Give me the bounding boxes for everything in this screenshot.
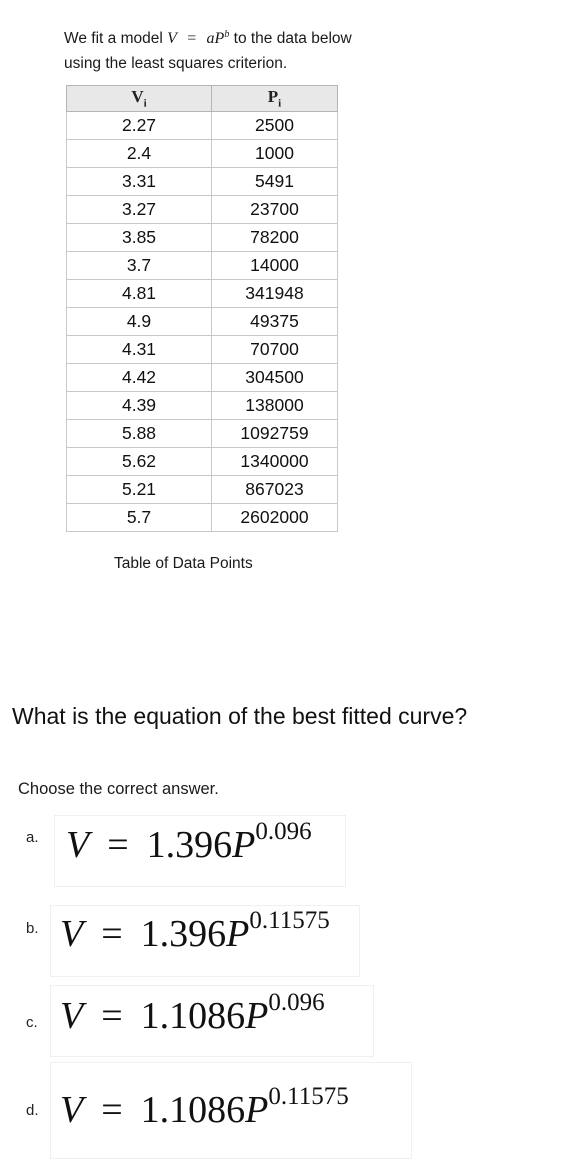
table-row [67, 308, 338, 336]
data-table-container [66, 85, 338, 532]
cell-p: 23700 [212, 196, 338, 224]
cell-v: 4.31 [67, 336, 212, 364]
cell-v: 3.85 [67, 224, 212, 252]
header-v: $V_i$ [67, 86, 212, 112]
table-row [67, 504, 338, 532]
cell-v: 5.7 [67, 504, 212, 532]
option-a-equation: $V = 1.396P^{0.096}$ [66, 818, 312, 866]
option-a-letter: a. [26, 829, 39, 846]
option-d-letter: d. [26, 1102, 39, 1119]
question-text: What is the equation of the best fitted curve? [12, 703, 468, 729]
cell-v: 2.27 [67, 112, 212, 140]
cell-v: 3.7 [67, 252, 212, 280]
cell-p: 2602000 [212, 504, 338, 532]
cell-p: 341948 [212, 280, 338, 308]
table-row [67, 196, 338, 224]
problem-statement [64, 22, 564, 76]
table-row [67, 476, 338, 504]
table-caption: Table of Data Points [114, 555, 253, 572]
model-lhs: V [167, 30, 177, 48]
header-p: $P_i$ [212, 86, 338, 112]
cell-v: 4.9 [67, 308, 212, 336]
model-rhs-base: aP [206, 30, 225, 48]
intro-text-post: to the data below [233, 30, 352, 48]
cell-p: 867023 [212, 476, 338, 504]
table-row [67, 392, 338, 420]
option-c-letter: c. [26, 1014, 38, 1031]
table-body [67, 112, 338, 532]
cell-p: 70700 [212, 336, 338, 364]
cell-v: 5.62 [67, 448, 212, 476]
table-row [67, 112, 338, 140]
table-row [67, 224, 338, 252]
option-c-equation: $V = 1.1086P^{0.096}$ [60, 989, 325, 1037]
intro-line-2: using the least squares criterion. [64, 55, 288, 73]
table-row [67, 168, 338, 196]
cell-v: 3.31 [67, 168, 212, 196]
intro-line-1 [64, 22, 564, 51]
option-b-letter: b. [26, 920, 39, 937]
instruction-text: Choose the correct answer. [18, 780, 219, 798]
model-rhs-exponent: b [224, 29, 230, 40]
cell-v: 5.21 [67, 476, 212, 504]
table-row [67, 364, 338, 392]
table-header-row [67, 86, 338, 112]
data-table [66, 85, 338, 532]
table-row [67, 336, 338, 364]
cell-p: 138000 [212, 392, 338, 420]
table-row [67, 252, 338, 280]
option-b-equation: $V = 1.396P^{0.11575}$ [60, 907, 330, 955]
cell-p: 1092759 [212, 420, 338, 448]
cell-p: 5491 [212, 168, 338, 196]
cell-p: 1000 [212, 140, 338, 168]
cell-v: 3.27 [67, 196, 212, 224]
cell-p: 1340000 [212, 448, 338, 476]
cell-v: 4.39 [67, 392, 212, 420]
table-row [67, 140, 338, 168]
cell-v: 4.81 [67, 280, 212, 308]
cell-p: 14000 [212, 252, 338, 280]
cell-p: 304500 [212, 364, 338, 392]
model-equals: = [187, 30, 197, 48]
cell-v: 4.42 [67, 364, 212, 392]
cell-p: 2500 [212, 112, 338, 140]
table-row [67, 420, 338, 448]
cell-v: 2.4 [67, 140, 212, 168]
cell-p: 78200 [212, 224, 338, 252]
intro-text-pre: We fit a model [64, 30, 163, 48]
table-row [67, 448, 338, 476]
cell-p: 49375 [212, 308, 338, 336]
cell-v: 5.88 [67, 420, 212, 448]
option-d-equation: $V = 1.1086P^{0.11575}$ [60, 1083, 349, 1131]
table-row [67, 280, 338, 308]
